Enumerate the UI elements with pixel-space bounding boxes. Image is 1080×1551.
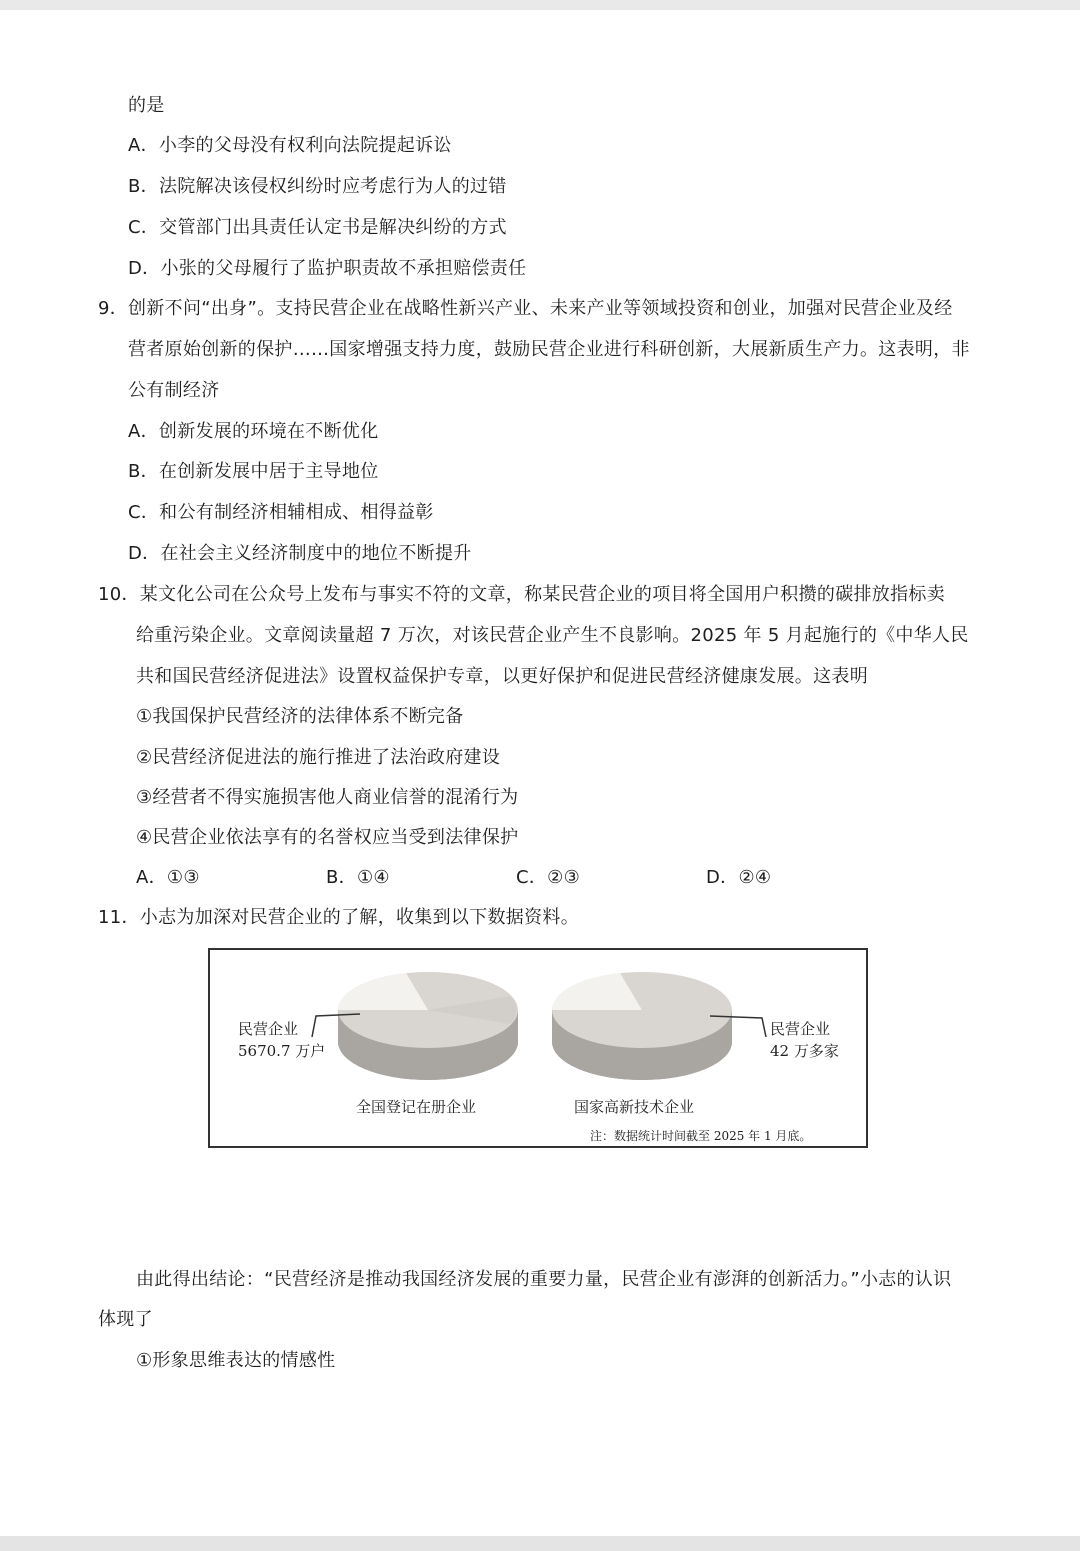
q9-option-d: D．在社会主义经济制度中的地位不断提升	[128, 543, 472, 564]
q8-option-b: B．法院解决该侵权纠纷时应考虑行为人的过错	[128, 176, 507, 197]
pie-1-label-line-1: 民营企业	[238, 1020, 299, 1038]
pie-1-title: 全国登记在册企业	[356, 1098, 477, 1116]
q10-statement-3: ③经营者不得实施损害他人商业信誉的混淆行为	[136, 787, 519, 808]
pie-chart-1	[338, 972, 518, 1080]
q10-choice-d: D．②④	[706, 867, 772, 888]
q8-option-d: D．小张的父母履行了监护职责故不承担赔偿责任	[128, 258, 527, 279]
pie-2-label	[770, 1018, 839, 1062]
q10-choice-b: B．①④	[326, 867, 390, 888]
q10-statement-2: ②民营经济促进法的施行推进了法治政府建设	[136, 747, 501, 768]
bottom-bar	[0, 1536, 1080, 1551]
pie-chart-2	[552, 972, 732, 1080]
pie-2-title: 国家高新技术企业	[574, 1098, 695, 1116]
pie-chart-figure	[208, 948, 868, 1148]
pie-2-label-line-1: 民营企业	[770, 1020, 831, 1038]
q10-statement-4: ④民营企业依法享有的名誉权应当受到法律保护	[136, 827, 519, 848]
chart-note: 注：数据统计时间截至 2025 年 1 月底。	[590, 1129, 812, 1143]
q10-stem-line-3: 共和国民营经济促进法》设置权益保护专章，以更好保护和促进民营经济健康发展。这表明	[136, 666, 868, 687]
exam-page	[0, 10, 1080, 1536]
pie-2-label-line-2: 42 万多家	[770, 1042, 839, 1060]
q10-stem-line-1: 10．某文化公司在公众号上发布与事实不符的文章，称某民营企业的项目将全国用户积攒的碳排放指标卖	[98, 584, 945, 605]
q10-choice-c: C．②③	[516, 867, 581, 888]
q10-stem-line-2: 给重污染企业。文章阅读量超 7 万次，对该民营企业产生不良影响。2025 年 5 月起施行的《中华人民	[136, 625, 969, 646]
q10-choice-a: A．①③	[136, 867, 200, 888]
q8-option-a: A．小李的父母没有权利向法院提起诉讼	[128, 135, 452, 156]
q9-stem-line-1: 9．创新不问“出身”。支持民营企业在战略性新兴产业、未来产业等领域投资和创业，加强对民营企业及经	[98, 298, 953, 319]
q9-option-b: B．在创新发展中居于主导地位	[128, 461, 379, 482]
pie-1-label	[238, 1018, 325, 1062]
q8-stem-tail: 的是	[128, 95, 165, 116]
q11-stem: 11．小志为加深对民营企业的了解，收集到以下数据资料。	[98, 907, 580, 928]
q9-option-c: C．和公有制经济相辅相成、相得益彰	[128, 502, 434, 523]
q9-stem-line-2: 营者原始创新的保护……国家增强支持力度，鼓励民营企业进行科研创新，大展新质生产力。这表明，非	[128, 339, 970, 360]
q9-option-a: A．创新发展的环境在不断优化	[128, 421, 379, 442]
q11-conclusion-line-2: 体现了	[98, 1309, 153, 1330]
q11-statement-1: ①形象思维表达的情感性	[136, 1350, 336, 1371]
q9-stem-line-3: 公有制经济	[128, 380, 220, 401]
q11-conclusion-line-1: 由此得出结论：“民营经济是推动我国经济发展的重要力量，民营企业有澎湃的创新活力。”小志的认识	[136, 1269, 952, 1290]
q10-statement-1: ①我国保护民营经济的法律体系不断完备	[136, 706, 464, 727]
pie-1-label-line-2: 5670.7 万户	[238, 1042, 326, 1060]
q8-option-c: C．交管部门出具责任认定书是解决纠纷的方式	[128, 217, 507, 238]
